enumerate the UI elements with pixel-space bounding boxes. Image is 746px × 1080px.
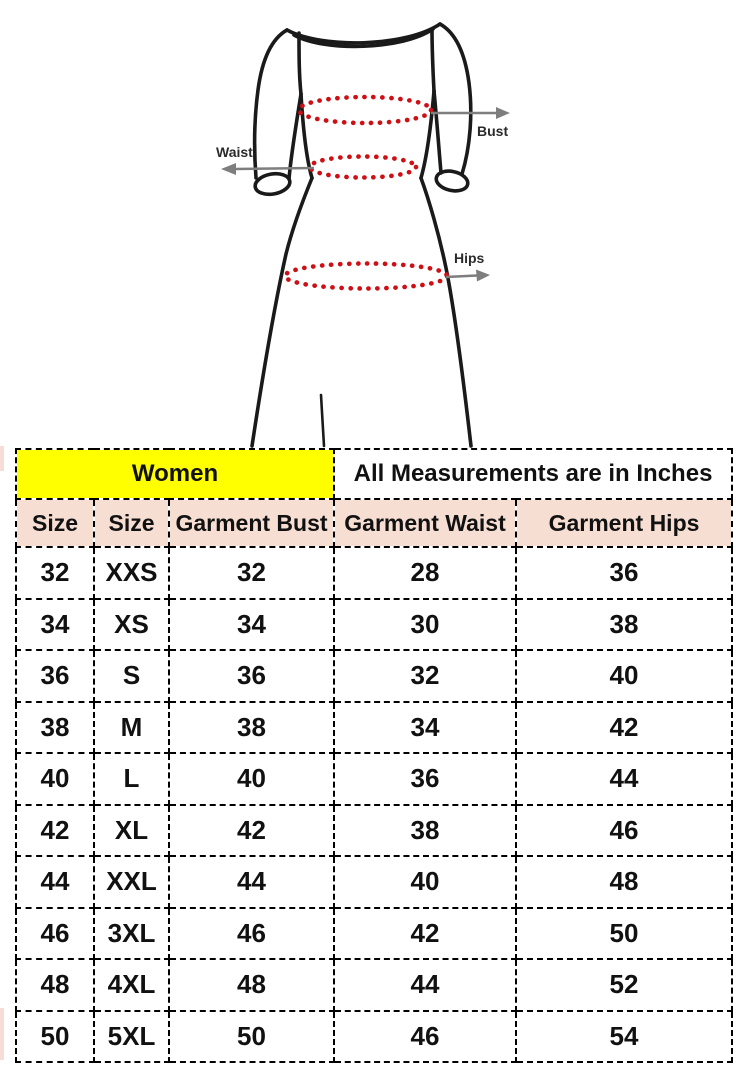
size-cell: 42 (516, 702, 732, 754)
size-cell: 36 (334, 753, 516, 805)
size-cell: 30 (334, 599, 516, 651)
size-cell: XXS (94, 547, 169, 599)
size-cell: 48 (516, 856, 732, 908)
size-cell: XL (94, 805, 169, 857)
size-cell: 38 (334, 805, 516, 857)
size-cell: 5XL (94, 1011, 169, 1063)
size-cell: 42 (169, 805, 334, 857)
size-cell: 42 (16, 805, 94, 857)
size-cell: 44 (516, 753, 732, 805)
skirt-right-edge (421, 178, 471, 446)
size-cell: 46 (169, 908, 334, 960)
hips-label: Hips (454, 250, 485, 266)
size-cell: M (94, 702, 169, 754)
right-sleeve-inner (434, 91, 441, 173)
bust-arrowhead-icon (496, 107, 510, 119)
hips-arrowhead-icon (476, 270, 490, 282)
size-cell: 34 (169, 599, 334, 651)
measurements-header-cell: All Measurements are in Inches (334, 449, 732, 499)
size-cell: XS (94, 599, 169, 651)
scan-artifact (0, 1008, 4, 1060)
left-sleeve-outer (255, 30, 287, 178)
table-row (16, 959, 732, 1011)
size-cell: 46 (516, 805, 732, 857)
left-sleeve-inner (289, 94, 301, 179)
bust-measure-ellipse (299, 97, 431, 123)
column-header-garment-waist: Garment Waist (334, 499, 516, 547)
column-header-size: Size (16, 499, 94, 547)
table-row (16, 547, 732, 599)
size-cell: 50 (169, 1011, 334, 1063)
size-cell: 50 (516, 908, 732, 960)
table-row (16, 650, 732, 702)
size-cell: 28 (334, 547, 516, 599)
size-cell: 40 (169, 753, 334, 805)
waist-arrow (235, 168, 314, 169)
size-cell: 46 (16, 908, 94, 960)
right-sleeve-outer (440, 24, 471, 174)
table-column-header-row (16, 499, 732, 547)
size-cell: 36 (16, 650, 94, 702)
table-row (16, 702, 732, 754)
column-header-garment-bust: Garment Bust (169, 499, 334, 547)
size-cell: 3XL (94, 908, 169, 960)
waist-arrowhead-icon (221, 163, 236, 175)
size-cell: L (94, 753, 169, 805)
size-cell: 38 (16, 702, 94, 754)
table-row (16, 753, 732, 805)
table-row (16, 805, 732, 857)
size-cell: XXL (94, 856, 169, 908)
size-cell: 40 (516, 650, 732, 702)
size-cell: S (94, 650, 169, 702)
scan-artifact (0, 446, 4, 471)
size-chart-table (15, 448, 733, 1063)
table-group-header-row (16, 449, 732, 499)
table-row (16, 856, 732, 908)
women-header-cell: Women (16, 449, 334, 499)
size-cell: 46 (334, 1011, 516, 1063)
right-bodice-seam (432, 29, 434, 91)
size-cell: 48 (169, 959, 334, 1011)
hips-arrow (446, 276, 477, 278)
size-cell: 48 (16, 959, 94, 1011)
size-cell: 36 (169, 650, 334, 702)
table-row (16, 1011, 732, 1063)
table-row (16, 908, 732, 960)
left-cuff (254, 171, 292, 197)
column-header-garment-hips: Garment Hips (516, 499, 732, 547)
size-cell: 52 (516, 959, 732, 1011)
measurement-lines (285, 97, 447, 289)
size-cell: 44 (169, 856, 334, 908)
size-cell: 44 (16, 856, 94, 908)
table-row (16, 599, 732, 651)
size-cell: 34 (16, 599, 94, 651)
size-cell: 50 (16, 1011, 94, 1063)
dress-measurement-diagram (0, 0, 746, 448)
size-cell: 54 (516, 1011, 732, 1063)
left-bodice-seam (299, 33, 301, 94)
column-header-size: Size (94, 499, 169, 547)
size-cell: 44 (334, 959, 516, 1011)
bust-label: Bust (477, 123, 509, 139)
size-cell: 40 (334, 856, 516, 908)
waist-measure-ellipse (310, 157, 416, 178)
size-cell: 32 (334, 650, 516, 702)
size-cell: 38 (516, 599, 732, 651)
size-cell: 38 (169, 702, 334, 754)
waist-label: Waist (216, 144, 253, 160)
dress-outline (252, 24, 471, 446)
size-cell: 32 (169, 547, 334, 599)
size-cell: 34 (334, 702, 516, 754)
hips-measure-ellipse (285, 264, 447, 289)
size-cell: 42 (334, 908, 516, 960)
size-cell: 32 (16, 547, 94, 599)
size-cell: 40 (16, 753, 94, 805)
skirt-slit-line (321, 395, 324, 446)
size-cell: 36 (516, 547, 732, 599)
skirt-left-edge (252, 178, 312, 446)
size-cell: 4XL (94, 959, 169, 1011)
